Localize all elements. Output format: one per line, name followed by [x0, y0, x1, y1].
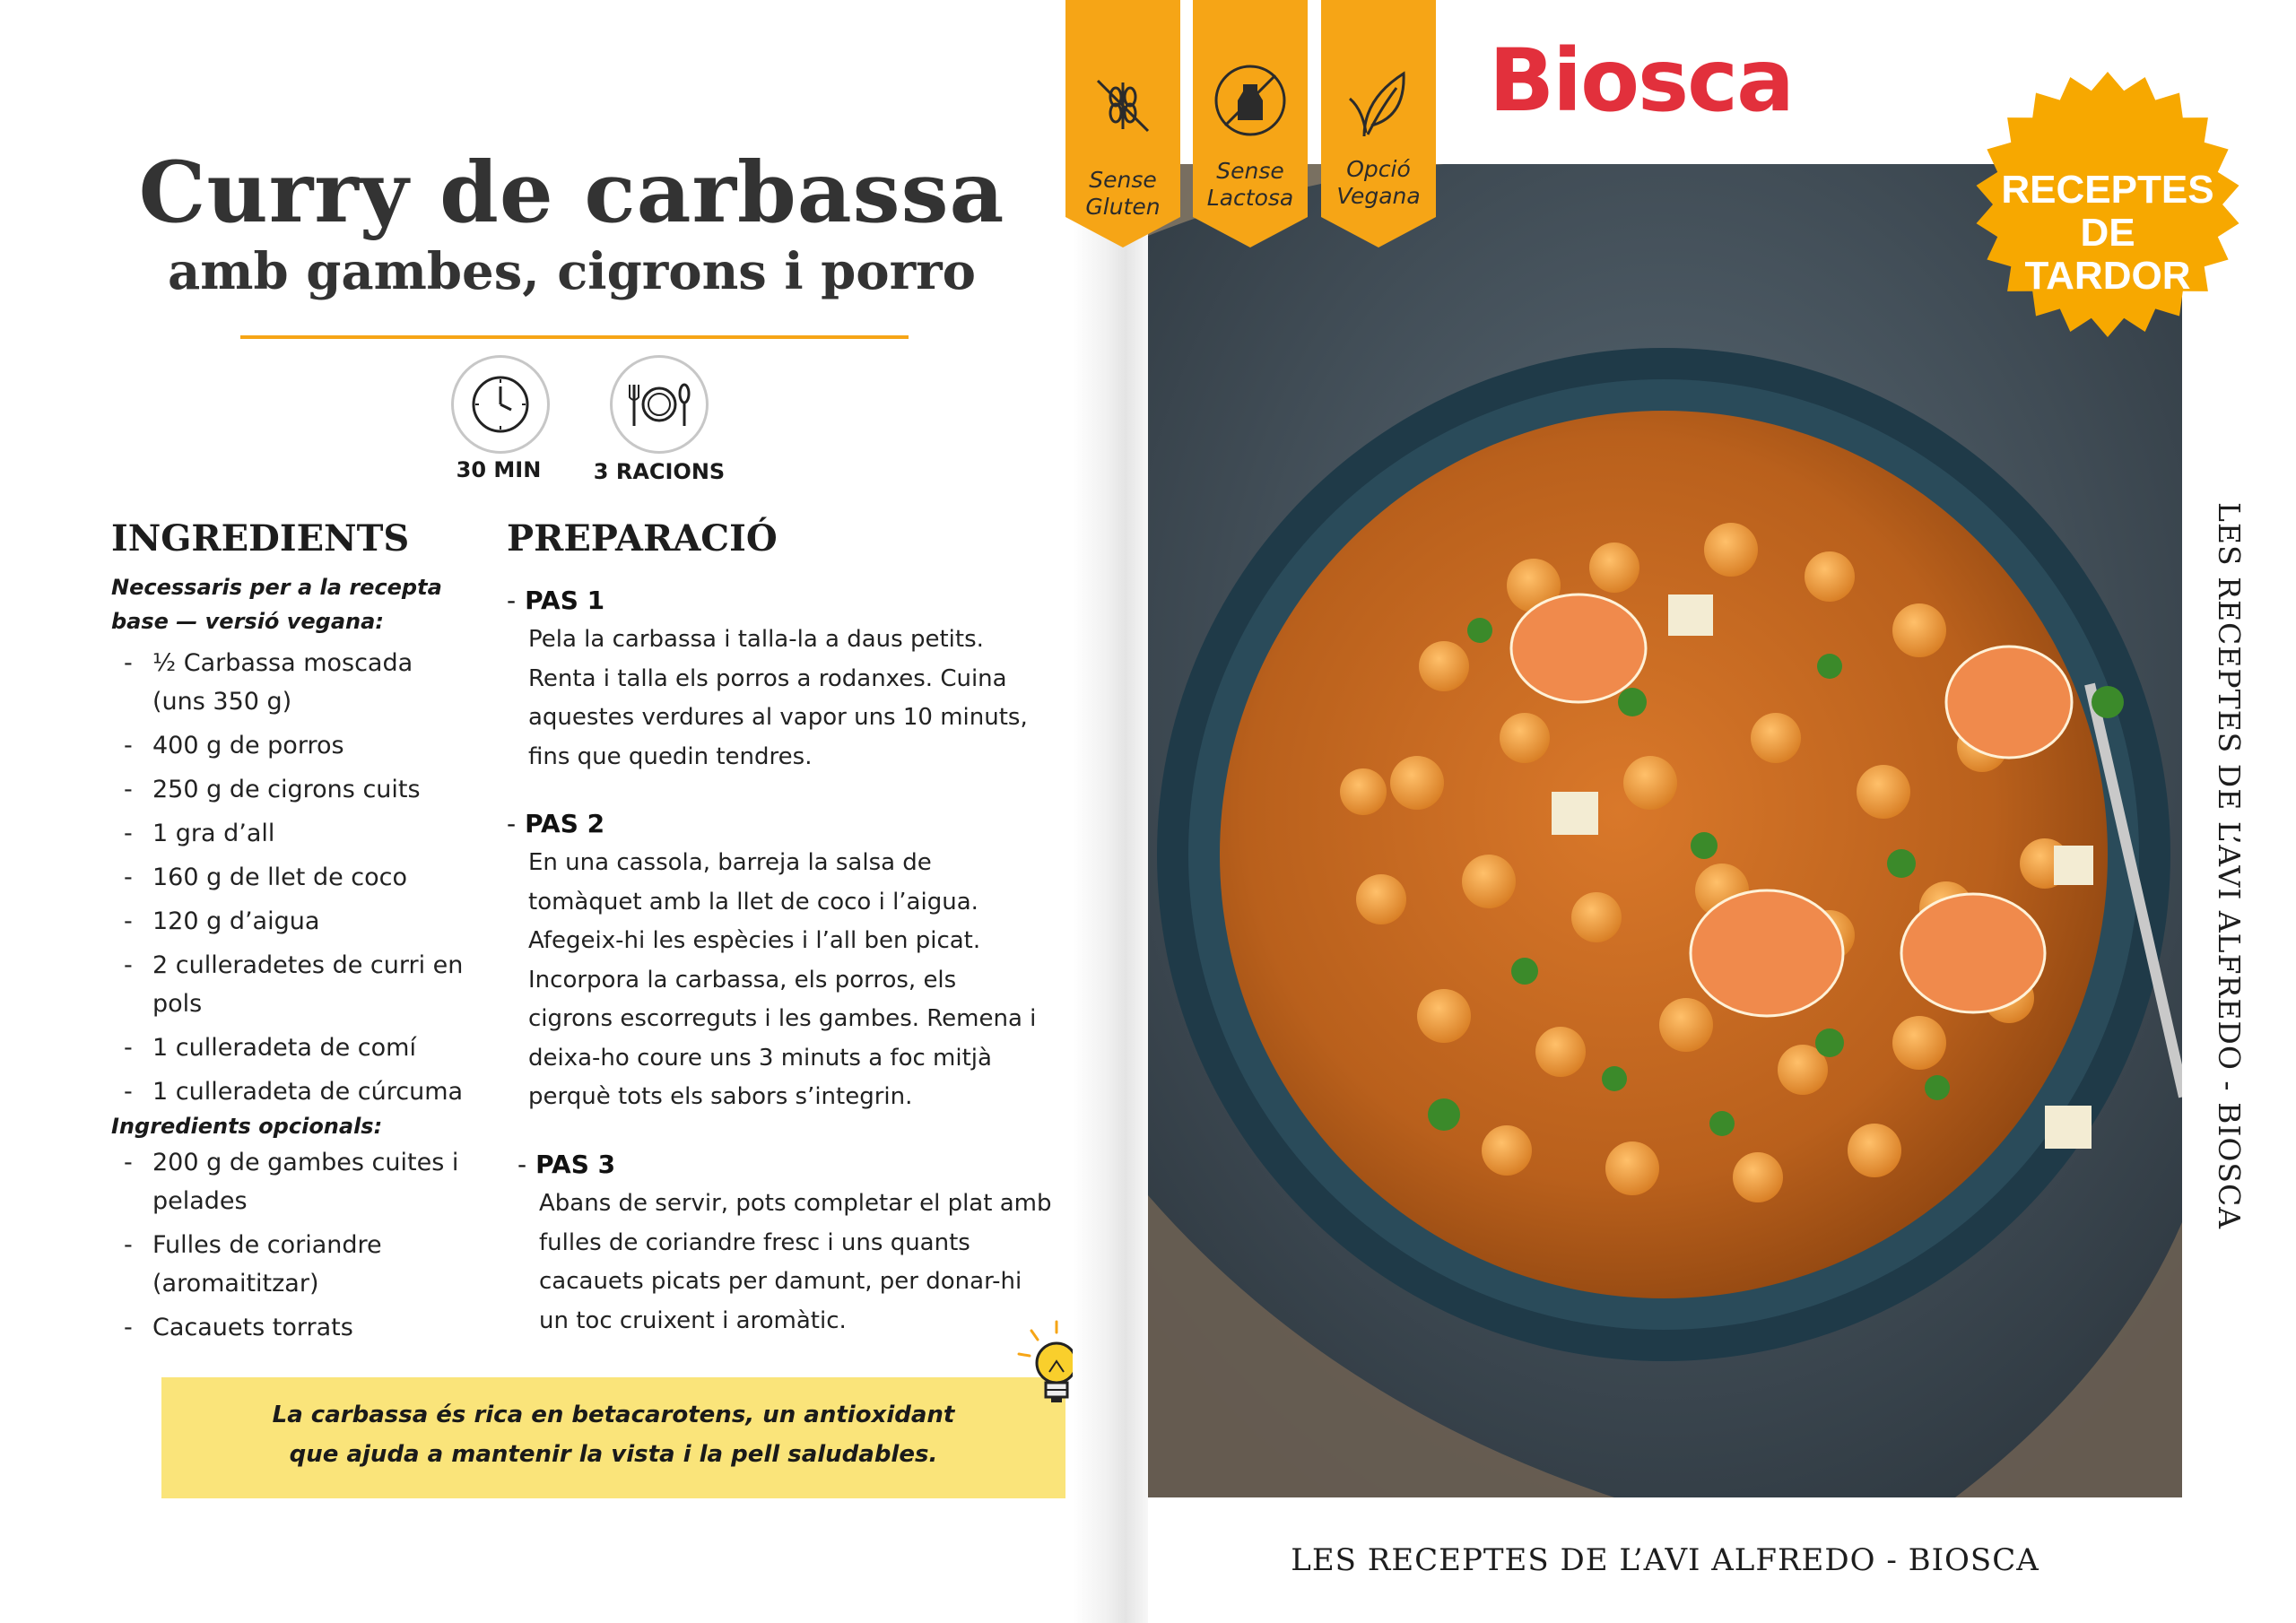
step-text: Pela la carbassa i talla-la a daus petits. Renta i talla els porros a rodanxes. Cuina aquestes verdures al vapor uns 10 minuts, fins que quedin tendres. [528, 626, 1028, 770]
list-item: - 1 gra d’all [111, 814, 488, 853]
step-label: PAS 1 [525, 586, 605, 615]
title-divider [240, 335, 909, 339]
recipe-subtitle: amb gambes, cigrons i porro [168, 242, 976, 301]
optional-note: Ingredients opcionals: [111, 1114, 383, 1139]
optional-ingredients-list [111, 1143, 488, 1347]
step-text: En una cassola, barreja la salsa de tomàquet amb la llet de coco i l’aigua. Afegeix-hi les espècies i l’all ben picat. Incorpora la carbassa, els porros, els cigrons escorreguts i les gambes. Remena i deixa-ho coure uns 3 minuts a foc mitjà perquè tots els sabors s’integrin. [528, 849, 1037, 1110]
badge-label: Opció Vegana [1336, 156, 1421, 209]
plate-cutlery-icon [610, 355, 709, 454]
clock-icon [451, 355, 550, 454]
curry-photo [1148, 164, 2182, 1497]
biosca-logo: Biosca [1489, 30, 1793, 131]
seal-text: RECEPTES DE TARDOR [2001, 168, 2214, 298]
list-item: - 160 g de llet de coco [111, 858, 488, 897]
base-ingredients-list [111, 644, 488, 1111]
vertical-series-title: LES RECEPTES DE L’AVI ALFREDO - BIOSCA [2212, 502, 2247, 1230]
list-item: - ½ Carbassa moscada (uns 350 g) [111, 644, 488, 721]
time-label: 30 MIN [456, 457, 542, 482]
step-1: - PAS 1 Pela la carbassa i talla-la a daus petits. Renta i talla els porros a rodanxes. Cuina aquestes verdures al vapor uns 10 minuts, fins que quedin tendres. [507, 586, 1081, 777]
list-item: - 250 g de cigrons cuits [111, 770, 488, 809]
list-item: - Fulles de coriandre (aromaititzar) [111, 1226, 488, 1303]
step-3: - PAS 3 Abans de servir, pots completar el plat amb fulles de coriandre fresc i uns quants cacauets picats per damunt, per donar-hi un toc cruixent i aromàtic. [517, 1150, 1091, 1341]
no-gluten-icon [1087, 70, 1159, 142]
vegan-leaf-icon [1341, 63, 1416, 143]
recipe-title: Curry de carbassa [138, 143, 1005, 242]
list-item: - 120 g d’aigua [111, 902, 488, 941]
base-note-line: Necessaris per a la recepta [111, 575, 442, 600]
no-lactose-icon [1213, 63, 1288, 138]
base-note [111, 570, 488, 638]
badge-label: Sense Lactosa [1206, 158, 1294, 211]
step-text: Abans de servir, pots completar el plat amb fulles de coriandre fresc i uns quants cacauets picats per damunt, per donar-hi un toc cruixent i aromàtic. [539, 1190, 1052, 1334]
list-item: - 200 g de gambes cuites i pelades [111, 1143, 488, 1220]
list-item: - 400 g de porros [111, 726, 488, 765]
preparation-heading: PREPARACIÓ [507, 517, 778, 560]
list-item: - 2 culleradetes de curri en pols [111, 946, 488, 1023]
list-item: - 1 culleradeta de comí [111, 1028, 488, 1067]
servings-label: 3 RACIONS [593, 459, 726, 484]
base-note-line: base — versió vegana: [111, 609, 384, 634]
list-item: - Cacauets torrats [111, 1308, 488, 1347]
footer-series-title: LES RECEPTES DE L’AVI ALFREDO - BIOSCA [1291, 1542, 2039, 1578]
ingredients-heading: INGREDIENTS [111, 517, 410, 560]
step-label: PAS 3 [535, 1150, 616, 1179]
badge-label: Sense Gluten [1085, 167, 1161, 220]
list-item: - 1 culleradeta de cúrcuma [111, 1072, 488, 1111]
tip-text: La carbassa és rica en betacarotens, un antioxidant que ajuda a mantenir la vista i la pell saludables. [272, 1402, 955, 1468]
step-2: - PAS 2 En una cassola, barreja la salsa de tomàquet amb la llet de coco i l’aigua. Afegeix-hi les espècies i l’all ben picat. Incorpora la carbassa, els porros, els cigrons escorreguts i les gambes. Remena i deixa-ho coure uns 3 minuts a foc mitjà perquè tots els sabors s’integrin. [507, 809, 1081, 1117]
step-label: PAS 2 [525, 809, 605, 838]
ingredients-list-section [111, 570, 488, 1352]
